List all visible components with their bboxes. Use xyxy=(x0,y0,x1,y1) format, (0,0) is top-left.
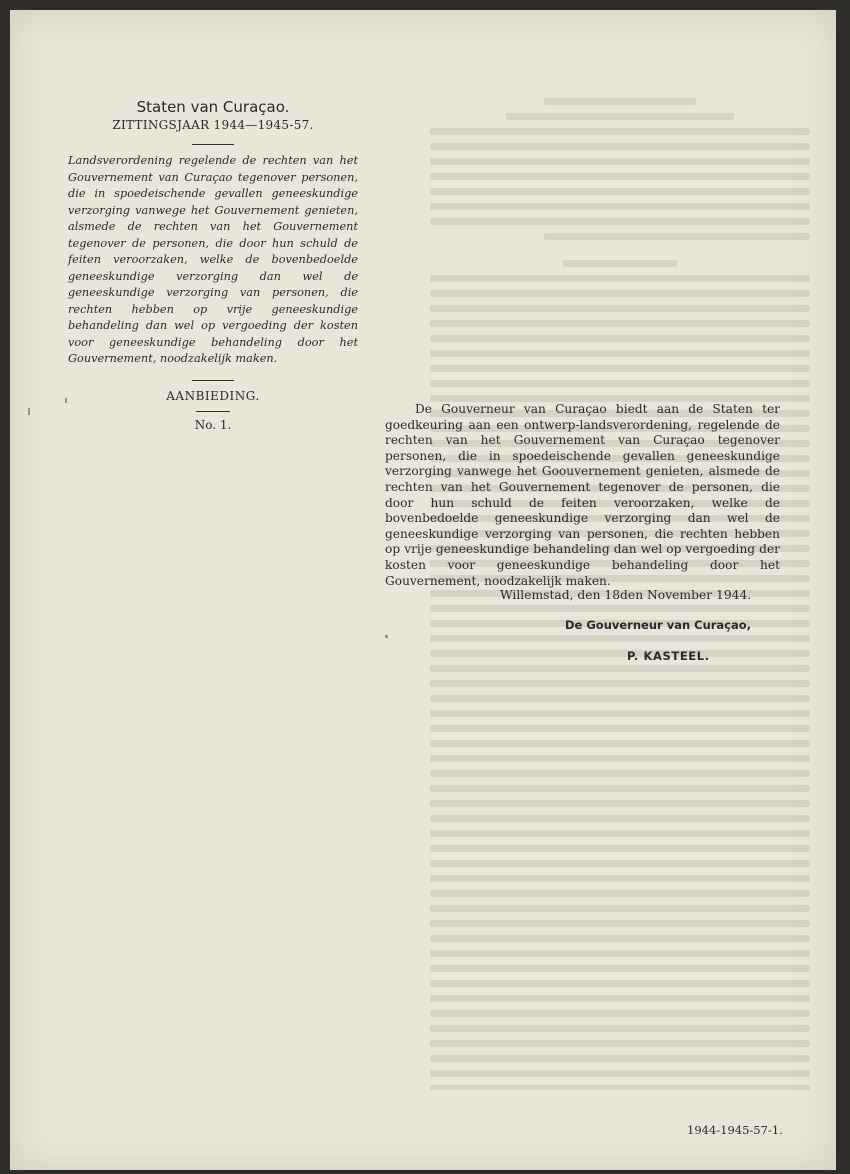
assembly-title: Staten van Curaçao. xyxy=(136,98,290,116)
offer-label: AANBIEDING. xyxy=(166,388,260,403)
paper-speck xyxy=(28,408,30,415)
offer-body-text: De Gouverneur van Curaçao biedt aan de Staten ter goedkeuring aan een ontwerp-landsverordening, regelende de rechten van het Gouvernement van Curaçao tegenover personen, die in spoedeischende gevallen geneeskundige verzorging vanwege het Goouvernement genieten, alsmede de rechten van het Gouvernement tegenover de personen, die door hun schuld de feiten veroorzaken, welke de bovenbedoelde geneeskundige verzorging dan wel de geneeskundige verzorging van personen, die rechten hebben op vrije geneeskundige behandeling dan wel op vergoeding der kosten voor geneeskundige behandeling door het Gouvernement, noodzakelijk maken. xyxy=(385,402,780,588)
document-number: No. 1. xyxy=(194,417,232,432)
title-column xyxy=(68,98,358,432)
divider xyxy=(192,380,234,381)
divider xyxy=(196,411,230,412)
document-code: 1944-1945-57-1. xyxy=(687,1123,783,1137)
paper-speck xyxy=(65,398,67,403)
ordinance-title: Landsverordening regelende de rechten van het Gouvernement van Curaçao tegenover personen, die in spoedeischende gevallen geneeskundige verzorging vanwege het Gouvernement genieten, alsmede de rechten van het Gouvernement tegenover de personen, die door hun schuld de feiten veroorzaken, welke de bovenbedoelde geneeskundige verzorging dan wel de geneeskundige verzorging van personen, die rechten hebben op vrije geneeskundige behandeling dan wel op vergoeding der kosten voor geneeskundige behandeling door het Gouvernement, noodzakelijk maken. xyxy=(68,154,358,365)
signer-title: De Gouverneur van Curaçao, xyxy=(565,618,752,632)
session-year: ZITTINGSJAAR 1944—1945-57. xyxy=(112,118,314,132)
divider xyxy=(192,144,234,145)
signer-name: P. KASTEEL. xyxy=(627,649,710,663)
document-page xyxy=(10,10,836,1170)
paper-speck xyxy=(385,635,388,638)
place-date: Willemstad, den 18den November 1944. xyxy=(500,588,752,602)
